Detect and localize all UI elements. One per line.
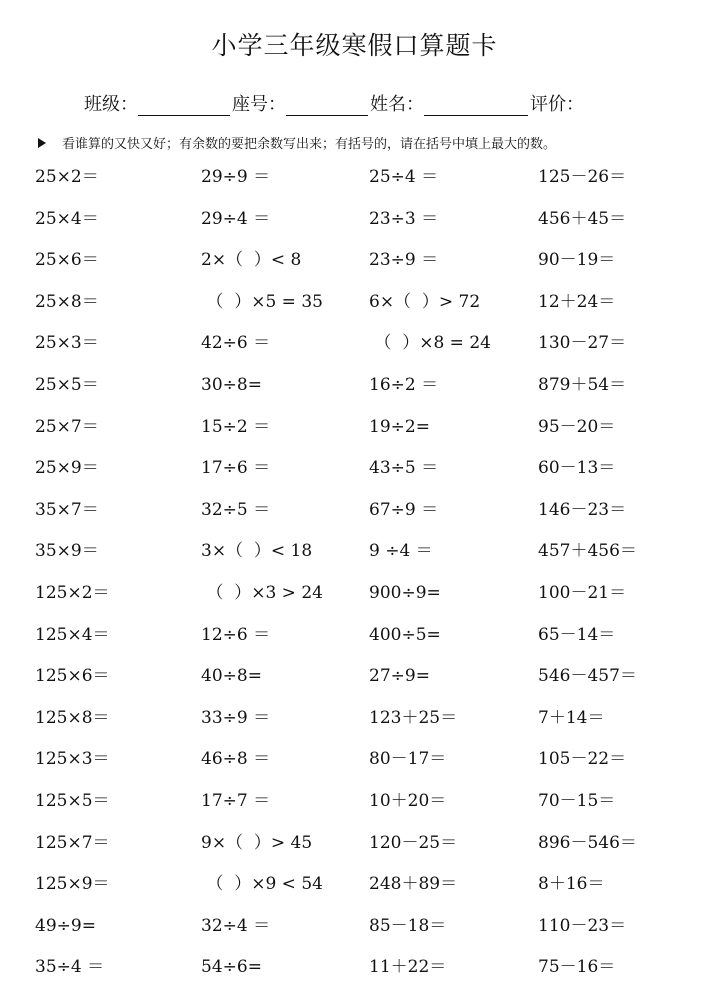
problem-cell: 10＋20＝ xyxy=(369,790,447,811)
problem-cell: （ ）×5 = 35 xyxy=(201,291,323,312)
instruction-text: 看谁算的又快又好；有余数的要把余数写出来；有括号的，请在括号中填上最大的数。 xyxy=(62,137,557,152)
problem-cell: 25×9＝ xyxy=(35,458,99,479)
problem-cell: 400÷5= xyxy=(369,624,441,645)
problem-cell: 457＋456＝ xyxy=(538,541,637,562)
problem-cell: 17÷6 ＝ xyxy=(201,458,271,479)
problem-cell: 23÷3 ＝ xyxy=(369,208,439,229)
problem-cell: 146－23＝ xyxy=(538,499,627,520)
problem-cell: 25×4＝ xyxy=(35,208,99,229)
problem-cell: 6×（ ）> 72 xyxy=(369,291,481,312)
problem-cell: 900÷9= xyxy=(369,582,441,603)
problem-cell: 25×2＝ xyxy=(35,167,99,187)
problem-cell: 42÷6 ＝ xyxy=(201,333,271,354)
name-label: 姓名： xyxy=(370,94,424,115)
problem-row xyxy=(35,576,705,618)
problem-cell: 25×8＝ xyxy=(35,291,99,312)
seat-blank[interactable] xyxy=(286,95,368,116)
problem-row xyxy=(35,410,705,452)
problem-row xyxy=(35,742,705,784)
problem-row xyxy=(35,826,705,868)
problem-cell: 3×（ ）< 18 xyxy=(201,541,313,562)
problem-row xyxy=(35,909,705,951)
problem-cell: 85－18＝ xyxy=(369,915,447,936)
problem-cell: 12÷6 ＝ xyxy=(201,624,271,645)
problem-cell: 105－22＝ xyxy=(538,749,627,770)
problem-cell: 33÷9 ＝ xyxy=(201,707,271,728)
problem-cell: 70－15＝ xyxy=(538,790,616,811)
problem-cell: 8＋16＝ xyxy=(538,874,605,895)
page-title: 小学三年级寒假口算题卡 xyxy=(211,31,498,60)
problem-cell: 67÷9 ＝ xyxy=(369,499,439,520)
class-blank[interactable] xyxy=(138,95,230,116)
problem-cell: 15÷2 ＝ xyxy=(201,416,271,437)
problem-cell: 125×8＝ xyxy=(35,707,110,728)
problem-cell: 125×9＝ xyxy=(35,874,110,895)
problem-cell: 29÷4 ＝ xyxy=(201,208,271,229)
problem-cell: 12＋24＝ xyxy=(538,291,616,312)
problem-cell: 7＋14＝ xyxy=(538,707,605,728)
problem-cell: 125×3＝ xyxy=(35,749,110,770)
problem-cell: 32÷4 ＝ xyxy=(201,915,271,936)
problem-cell: 896－546＝ xyxy=(538,832,637,853)
student-info-row xyxy=(84,88,584,116)
problem-row xyxy=(35,202,705,244)
problem-cell: 9×（ ）> 45 xyxy=(201,832,313,853)
problem-cell: 125×2＝ xyxy=(35,582,110,603)
instruction-line xyxy=(38,133,556,152)
problem-cell: 125×7＝ xyxy=(35,832,110,853)
problem-cell: 46÷8 ＝ xyxy=(201,749,271,770)
problem-cell: 546－457＝ xyxy=(538,666,637,687)
problem-cell: 248＋89＝ xyxy=(369,874,458,895)
problem-cell: 456＋45＝ xyxy=(538,208,627,229)
problem-cell: 125×6＝ xyxy=(35,666,110,687)
problem-cell: 25×7＝ xyxy=(35,416,99,437)
problem-cell: （ ）×9 < 54 xyxy=(201,874,323,895)
seat-label: 座号： xyxy=(232,94,286,115)
problem-grid xyxy=(35,160,705,992)
problem-cell: 35×7＝ xyxy=(35,499,99,520)
problem-cell: 17÷7 ＝ xyxy=(201,790,271,811)
problem-cell: 25×3＝ xyxy=(35,333,99,354)
problem-row xyxy=(35,160,705,202)
problem-cell: 32÷5 ＝ xyxy=(201,499,271,520)
problem-cell: 49÷9= xyxy=(35,915,96,936)
problem-cell: 43÷5 ＝ xyxy=(369,458,439,479)
problem-cell: 125－26＝ xyxy=(538,167,627,187)
problem-cell: 75－16＝ xyxy=(538,957,616,978)
problem-cell: 27÷9= xyxy=(369,666,430,687)
problem-row xyxy=(35,701,705,743)
problem-cell: 25×6＝ xyxy=(35,250,99,271)
problem-cell: 23÷9 ＝ xyxy=(369,250,439,271)
problem-row xyxy=(35,243,705,285)
problem-row xyxy=(35,285,705,327)
problem-cell: 35÷4 ＝ xyxy=(35,957,105,978)
problem-cell: 95－20＝ xyxy=(538,416,616,437)
problem-cell: 30÷8= xyxy=(201,374,262,395)
problem-row xyxy=(35,784,705,826)
problem-cell: 90－19＝ xyxy=(538,250,616,271)
problem-cell: 19÷2= xyxy=(369,416,430,437)
problem-row xyxy=(35,326,705,368)
problem-row xyxy=(35,950,705,992)
problem-row xyxy=(35,493,705,535)
class-label: 班级： xyxy=(84,94,138,115)
problem-cell: 123＋25＝ xyxy=(369,707,458,728)
problem-cell: 100－21＝ xyxy=(538,582,627,603)
eval-label: 评价： xyxy=(530,94,584,115)
problem-cell: 110－23＝ xyxy=(538,915,627,936)
problem-cell: 125×5＝ xyxy=(35,790,110,811)
problem-row xyxy=(35,867,705,909)
problem-cell: 35×9＝ xyxy=(35,541,99,562)
name-blank[interactable] xyxy=(424,95,528,116)
problem-row xyxy=(35,368,705,410)
problem-cell: 9 ÷4 ＝ xyxy=(369,541,433,562)
problem-row xyxy=(35,451,705,493)
problem-cell: 80－17＝ xyxy=(369,749,447,770)
problem-row xyxy=(35,618,705,660)
arrow-bullet-icon xyxy=(38,138,46,148)
problem-cell: 130－27＝ xyxy=(538,333,627,354)
problem-cell: 25×5＝ xyxy=(35,374,99,395)
problem-cell: 16÷2 ＝ xyxy=(369,374,439,395)
problem-cell: 125×4＝ xyxy=(35,624,110,645)
problem-cell: 11＋22＝ xyxy=(369,957,447,978)
problem-cell: 879＋54＝ xyxy=(538,374,627,395)
problem-row xyxy=(35,534,705,576)
problem-cell: 25÷4 ＝ xyxy=(369,167,439,187)
problem-cell: 29÷9 ＝ xyxy=(201,167,271,187)
problem-cell: 65－14＝ xyxy=(538,624,616,645)
problem-row xyxy=(35,659,705,701)
problem-cell: 60－13＝ xyxy=(538,458,616,479)
problem-cell: （ ）×8 = 24 xyxy=(369,333,491,354)
problem-cell: 40÷8= xyxy=(201,666,262,687)
problem-cell: （ ）×3 > 24 xyxy=(201,582,323,603)
problem-cell: 54÷6= xyxy=(201,957,262,978)
problem-cell: 2×（ ）< 8 xyxy=(201,250,302,271)
problem-cell: 120－25＝ xyxy=(369,832,458,853)
